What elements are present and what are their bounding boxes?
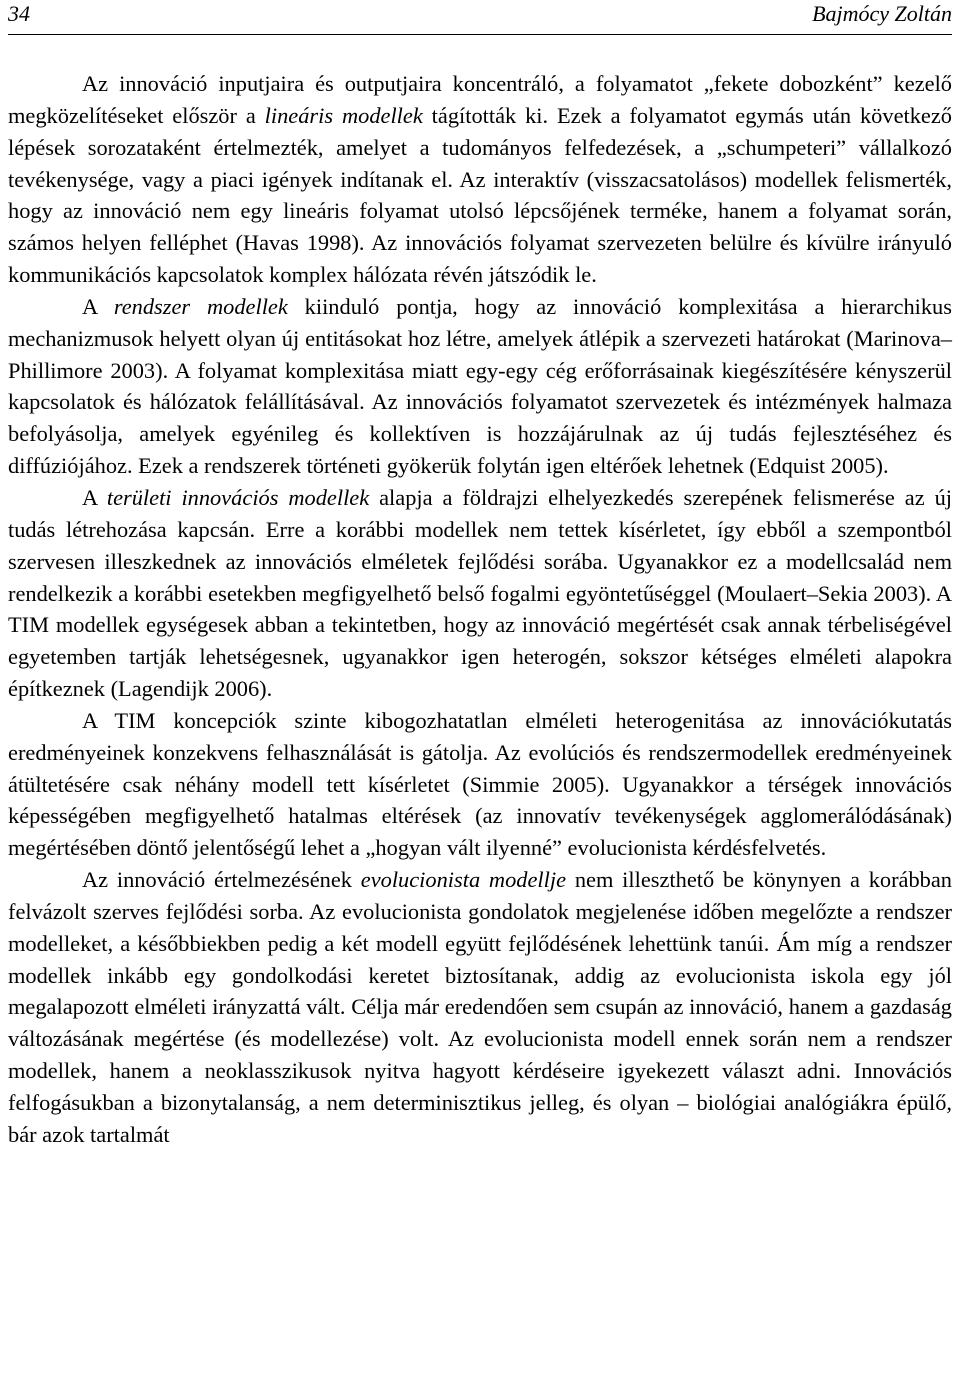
text-segment: alapja a földrajzi elhelyezkedés szerepének felismerése az új tudás létrehozása kapcsán. Erre a korábbi modellek nem tettek kísérletet, így ebből a szempontból szervesen illeszkednek az innovációs elméletek fejlődési sorába. Ugyanakkor ez a modellcsalád nem rendelkezik a korábbi esetekben megfigyelhető belső fogalmi egyöntetűséggel (Moulaert–Sekia 2003). A TIM modellek egységesek abban a tekintetben, hogy az innováció megértését csak annak térbeliségével egyetemben tartják lehetségesnek, ugyanakkor igen heterogén, sokszor kétséges elméleti alapokra építkeznek (Lagendijk 2006). [8, 484, 952, 702]
paragraph [8, 482, 952, 705]
emphasis-term: területi innovációs modellek [106, 484, 370, 510]
author-name: Bajmócy Zoltán [812, 1, 952, 26]
running-header [8, 0, 952, 35]
paragraph [8, 864, 952, 1151]
paragraph [8, 291, 952, 482]
text-segment: A [82, 293, 114, 319]
emphasis-term: lineáris modellek [264, 102, 423, 128]
text-segment: tágították ki. Ezek a folyamatot egymás után következő lépések sorozataként értelmezték, amelyet a tudományos felfedezések, a „schumpeteri” vállalkozó tevékenysége, vagy a piaci igények indítanak el. Az interaktív (visszacsatolásos) modellek felismerték, hogy az innováció nem egy lineáris folyamat utolsó lépcsőjének terméke, hanem a folyamat során, számos helyen felléphet (Havas 1998). Az innovációs folyamat szervezeten belülre és kívülre irányuló kommunikációs kapcsolatok komplex hálózata révén játszódik le. [8, 102, 953, 288]
body-text [8, 68, 952, 1151]
text-segment: Az innováció inputjaira és outputjaira koncentráló, a folyamatot „fekete dobozként” kezelő megközelítéseket először a [8, 71, 952, 128]
text-segment: A TIM koncepciók szinte kibogozhatatlan elméleti heterogenitása az innovációkutatás eredményeinek konzekvens felhasználását is gátolja. Az evolúciós és rendszermodellek eredményeinek átültetésére csak néhány modell tett kísérletet (Simmie 2005). Ugyanakkor a térségek innovációs képességében megfigyelhető hatalmas eltérések (az innovatív tevékenységek agglomerálódásának) megértésében döntő jelentőségű lehet a „hogyan vált ilyenné” evolucionista kérdésfelvetés. [8, 707, 952, 861]
emphasis-term: evolucionista modellje [360, 867, 567, 893]
text-segment: kiinduló pontja, hogy az innováció komplexitása a hierarchikus mechanizmusok helyett olyan új entitásokat hoz létre, amelyek átlépik a szervezeti határokat (Marinova–Phillimore 2003). A folyamat komplexitása miatt egy-egy cég erőforrásainak kiegészítésére kényszerül kapcsolatok és hálózatok felállításával. Az innovációs folyamatot szervezetek és intézmények halmaza befolyásolja, amelyek egyénileg és kollektíven is hozzájárulnak az új tudás fejlesztéséhez és diffúziójához. Ezek a rendszerek történeti gyökerük folytán igen eltérőek lehetnek (Edquist 2005). [8, 293, 952, 479]
paragraph [8, 68, 952, 291]
page-number: 34 [8, 1, 30, 26]
paragraph [8, 705, 952, 864]
text-segment: Az innováció értelmezésének [82, 867, 361, 893]
text-segment: nem illeszthető be könynyen a korábban felvázolt szerves fejlődési sorba. Az evolucionista gondolatok megjelenése időben megelőzte a rendszer modelleket, a későbbiekben pedig a két modell együtt fejlődésének lehettünk tanúi. Ám míg a rendszer modellek inkább egy gondolkodási keretet biztosítanak, addig az evolucionista iskola egy jól megalapozott elméleti irányzattá vált. Célja már eredendően sem csupán az innováció, hanem a gazdaság változásának megértése (és modellezése) volt. Az evolucionista modell ennek során nem a rendszer modellek, hanem a neoklasszikusok nyitva hagyott kérdéseire igyekezett választ adni. Innovációs felfogásukban a bizonytalanság, a nem determinisztikus jelleg, és olyan – biológiai analógiákra épülő, bár azok tartalmát [8, 867, 952, 1147]
page [8, 0, 952, 1151]
text-segment: A [82, 484, 107, 510]
emphasis-term: rendszer modellek [113, 293, 288, 319]
